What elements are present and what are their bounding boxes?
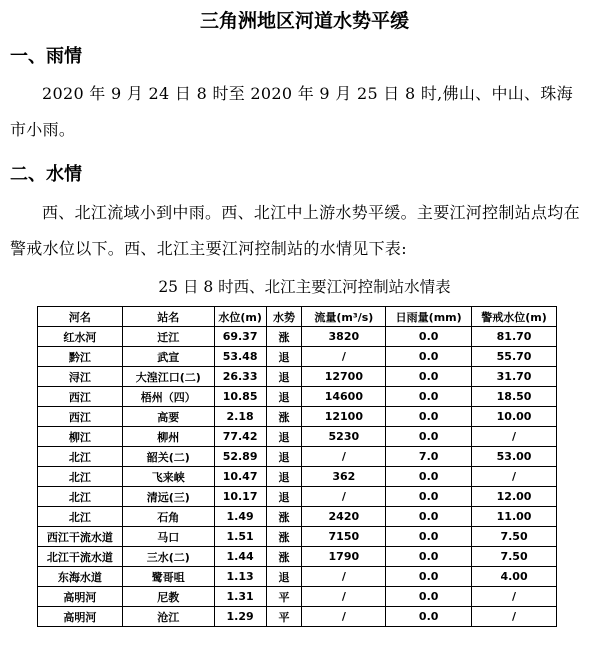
table-row [38, 387, 557, 407]
cell-daily-rain: 0.0 [386, 327, 472, 347]
cell-station: 尼教 [122, 587, 214, 607]
cell-flow: / [302, 567, 386, 587]
cell-river: 柳江 [38, 427, 123, 447]
cell-daily-rain: 0.0 [386, 567, 472, 587]
cell-daily-rain: 0.0 [386, 367, 472, 387]
cell-river: 红水河 [38, 327, 123, 347]
cell-river: 高明河 [38, 587, 123, 607]
cell-warning-level: 11.00 [472, 507, 557, 527]
cell-daily-rain: 0.0 [386, 507, 472, 527]
cell-daily-rain: 0.0 [386, 527, 472, 547]
cell-daily-rain: 0.0 [386, 407, 472, 427]
cell-station: 沧江 [122, 607, 214, 627]
cell-water-level: 2.18 [214, 407, 266, 427]
table-row [38, 487, 557, 507]
table-row [38, 607, 557, 627]
cell-water-level: 52.89 [214, 447, 266, 467]
cell-warning-level: 7.50 [472, 547, 557, 567]
cell-daily-rain: 0.0 [386, 427, 472, 447]
cell-trend: 涨 [266, 407, 302, 427]
cell-station: 高要 [122, 407, 214, 427]
cell-water-level: 1.29 [214, 607, 266, 627]
table-row [38, 347, 557, 367]
cell-flow: 7150 [302, 527, 386, 547]
cell-warning-level: 81.70 [472, 327, 557, 347]
cell-daily-rain: 7.0 [386, 447, 472, 467]
cell-station: 韶关(二) [122, 447, 214, 467]
cell-warning-level: / [472, 467, 557, 487]
table-row [38, 567, 557, 587]
cell-warning-level: / [472, 427, 557, 447]
cell-station: 飞来峡 [122, 467, 214, 487]
cell-water-level: 1.31 [214, 587, 266, 607]
cell-warning-level: 31.70 [472, 367, 557, 387]
cell-station: 马口 [122, 527, 214, 547]
cell-river: 浔江 [38, 367, 123, 387]
cell-daily-rain: 0.0 [386, 487, 472, 507]
cell-water-level: 1.49 [214, 507, 266, 527]
table-row [38, 447, 557, 467]
cell-water-level: 1.51 [214, 527, 266, 547]
cell-water-level: 26.33 [214, 367, 266, 387]
cell-water-level: 1.13 [214, 567, 266, 587]
cell-river: 西江 [38, 407, 123, 427]
cell-flow: 12100 [302, 407, 386, 427]
cell-river: 北江 [38, 507, 123, 527]
cell-warning-level: 18.50 [472, 387, 557, 407]
header-river: 河名 [38, 307, 123, 327]
cell-warning-level: 55.70 [472, 347, 557, 367]
cell-flow: / [302, 487, 386, 507]
cell-station: 迁江 [122, 327, 214, 347]
cell-warning-level: 53.00 [472, 447, 557, 467]
table-row [38, 467, 557, 487]
cell-daily-rain: 0.0 [386, 387, 472, 407]
cell-daily-rain: 0.0 [386, 467, 472, 487]
cell-water-level: 10.17 [214, 487, 266, 507]
cell-trend: 平 [266, 607, 302, 627]
cell-river: 北江干流水道 [38, 547, 123, 567]
cell-flow: 362 [302, 467, 386, 487]
cell-station: 鹭哥咀 [122, 567, 214, 587]
document-title: 三角洲地区河道水势平缓 [199, 10, 409, 32]
cell-river: 东海水道 [38, 567, 123, 587]
header-flow: 流量(m³/s) [302, 307, 386, 327]
cell-station: 大湟江口(二) [122, 367, 214, 387]
table-header-row [38, 307, 557, 327]
cell-trend: 退 [266, 387, 302, 407]
table-row [38, 407, 557, 427]
header-station: 站名 [122, 307, 214, 327]
cell-water-level: 53.48 [214, 347, 266, 367]
cell-river: 西江 [38, 387, 123, 407]
cell-flow: / [302, 447, 386, 467]
cell-station: 清远(三) [122, 487, 214, 507]
cell-trend: 涨 [266, 527, 302, 547]
header-water-level: 水位(m) [214, 307, 266, 327]
rain-paragraph: 2020 年 9 月 24 日 8 时至 2020 年 9 月 25 日 8 时,佛山、中山、珠海市小雨。 [10, 84, 573, 139]
header-trend: 水势 [266, 307, 302, 327]
cell-trend: 涨 [266, 507, 302, 527]
cell-water-level: 69.37 [214, 327, 266, 347]
section-heading-rain: 一、雨情 [10, 46, 82, 67]
cell-flow: / [302, 587, 386, 607]
cell-daily-rain: 0.0 [386, 607, 472, 627]
cell-trend: 退 [266, 347, 302, 367]
cell-station: 三水(二) [122, 547, 214, 567]
cell-station: 武宣 [122, 347, 214, 367]
cell-warning-level: 12.00 [472, 487, 557, 507]
table-row [38, 367, 557, 387]
cell-flow: 12700 [302, 367, 386, 387]
cell-water-level: 1.44 [214, 547, 266, 567]
cell-water-level: 10.47 [214, 467, 266, 487]
cell-river: 北江 [38, 487, 123, 507]
table-row [38, 507, 557, 527]
cell-station: 石角 [122, 507, 214, 527]
header-warning-level: 警戒水位(m) [472, 307, 557, 327]
cell-daily-rain: 0.0 [386, 547, 472, 567]
cell-river: 北江 [38, 467, 123, 487]
cell-daily-rain: 0.0 [386, 587, 472, 607]
cell-river: 北江 [38, 447, 123, 467]
cell-flow: 3820 [302, 327, 386, 347]
cell-station: 柳州 [122, 427, 214, 447]
cell-warning-level: 4.00 [472, 567, 557, 587]
header-daily-rain: 日雨量(mm) [386, 307, 472, 327]
cell-flow: 5230 [302, 427, 386, 447]
cell-trend: 退 [266, 567, 302, 587]
table-row [38, 547, 557, 567]
cell-flow: / [302, 347, 386, 367]
cell-river: 西江干流水道 [38, 527, 123, 547]
cell-water-level: 10.85 [214, 387, 266, 407]
water-paragraph: 西、北江流域小到中雨。西、北江中上游水势平缓。主要江河控制站点均在警戒水位以下。西、北江主要江河控制站的水情见下表: [10, 203, 580, 258]
table-row [38, 327, 557, 347]
cell-flow: 14600 [302, 387, 386, 407]
cell-trend: 涨 [266, 327, 302, 347]
cell-warning-level: / [472, 587, 557, 607]
cell-flow: 1790 [302, 547, 386, 567]
cell-warning-level: / [472, 607, 557, 627]
cell-river: 高明河 [38, 607, 123, 627]
cell-daily-rain: 0.0 [386, 347, 472, 367]
cell-warning-level: 10.00 [472, 407, 557, 427]
table-row [38, 427, 557, 447]
cell-trend: 退 [266, 487, 302, 507]
section-heading-water: 二、水情 [10, 164, 82, 185]
cell-trend: 涨 [266, 547, 302, 567]
water-status-table [37, 306, 557, 627]
cell-warning-level: 7.50 [472, 527, 557, 547]
cell-trend: 退 [266, 427, 302, 447]
cell-water-level: 77.42 [214, 427, 266, 447]
table-caption: 25 日 8 时西、北江主要江河控制站水情表 [158, 278, 451, 296]
cell-river: 黔江 [38, 347, 123, 367]
cell-trend: 平 [266, 587, 302, 607]
cell-flow: 2420 [302, 507, 386, 527]
table-row [38, 527, 557, 547]
cell-trend: 退 [266, 367, 302, 387]
table-row [38, 587, 557, 607]
cell-trend: 退 [266, 447, 302, 467]
cell-trend: 退 [266, 467, 302, 487]
cell-station: 梧州（四） [122, 387, 214, 407]
cell-flow: / [302, 607, 386, 627]
